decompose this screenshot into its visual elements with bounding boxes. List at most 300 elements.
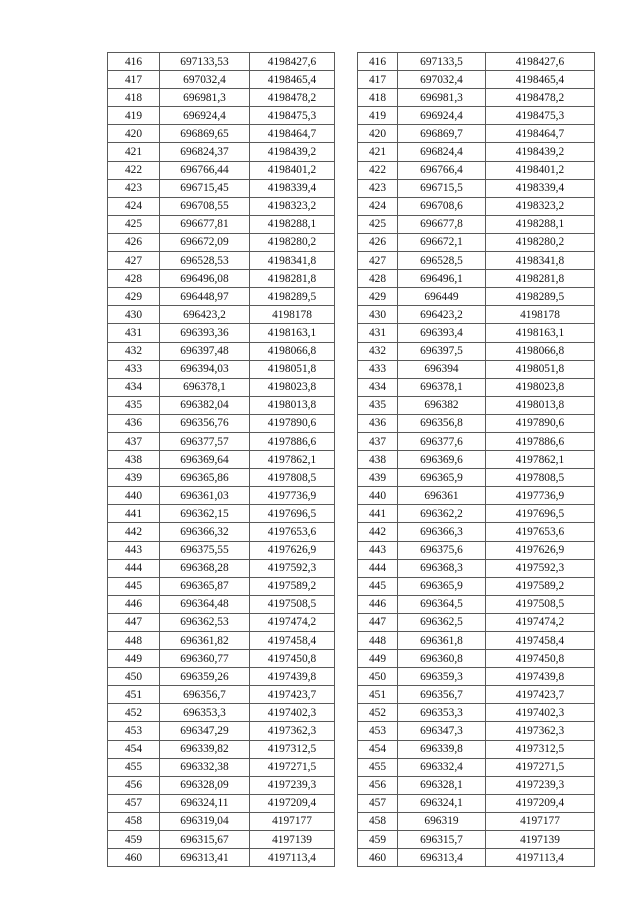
point-number-cell: 420 — [108, 125, 160, 143]
point-number-cell: 437 — [108, 432, 160, 450]
y-coordinate-cell: 4198401,2 — [486, 161, 595, 179]
x-coordinate-cell: 697133,5 — [398, 53, 486, 71]
x-coordinate-cell: 696869,65 — [160, 125, 250, 143]
table-row — [108, 360, 335, 378]
point-number-cell: 449 — [358, 650, 398, 668]
table-row — [358, 686, 595, 704]
x-coordinate-cell: 696365,86 — [160, 469, 250, 487]
point-number-cell: 443 — [108, 541, 160, 559]
point-number-cell: 432 — [358, 342, 398, 360]
table-row — [358, 324, 595, 342]
y-coordinate-cell: 4198280,2 — [250, 233, 335, 251]
table-row — [358, 505, 595, 523]
table-row — [108, 143, 335, 161]
point-number-cell: 458 — [358, 812, 398, 830]
table-row — [108, 541, 335, 559]
x-coordinate-cell: 697032,4 — [398, 71, 486, 89]
y-coordinate-cell: 4198401,2 — [250, 161, 335, 179]
table-row — [108, 233, 335, 251]
y-coordinate-cell: 4197862,1 — [486, 451, 595, 469]
table-row — [108, 758, 335, 776]
x-coordinate-cell: 696360,8 — [398, 650, 486, 668]
point-number-cell: 429 — [358, 288, 398, 306]
point-number-cell: 430 — [108, 306, 160, 324]
table-row — [108, 469, 335, 487]
y-coordinate-cell: 4197450,8 — [250, 650, 335, 668]
x-coordinate-cell: 696324,1 — [398, 794, 486, 812]
table-row — [108, 686, 335, 704]
y-coordinate-cell: 4197450,8 — [486, 650, 595, 668]
point-number-cell: 440 — [108, 487, 160, 505]
x-coordinate-cell: 696328,09 — [160, 776, 250, 794]
table-row — [108, 776, 335, 794]
table-row — [358, 252, 595, 270]
table-row — [108, 704, 335, 722]
table-row — [108, 722, 335, 740]
x-coordinate-cell: 696356,8 — [398, 414, 486, 432]
y-coordinate-cell: 4198051,8 — [250, 360, 335, 378]
y-coordinate-cell: 4197653,6 — [250, 523, 335, 541]
y-coordinate-cell: 4197696,5 — [486, 505, 595, 523]
y-coordinate-cell: 4197653,6 — [486, 523, 595, 541]
table-row — [108, 794, 335, 812]
y-coordinate-cell: 4198475,3 — [250, 107, 335, 125]
y-coordinate-cell: 4197626,9 — [250, 541, 335, 559]
y-coordinate-cell: 4198013,8 — [486, 396, 595, 414]
y-coordinate-cell: 4198339,4 — [486, 179, 595, 197]
point-number-cell: 445 — [108, 577, 160, 595]
table-row — [108, 595, 335, 613]
y-coordinate-cell: 4197271,5 — [250, 758, 335, 776]
point-number-cell: 416 — [108, 53, 160, 71]
table-row — [358, 107, 595, 125]
x-coordinate-cell: 696981,3 — [160, 89, 250, 107]
x-coordinate-cell: 696423,2 — [160, 306, 250, 324]
point-number-cell: 456 — [108, 776, 160, 794]
table-row — [358, 740, 595, 758]
table-row — [358, 360, 595, 378]
point-number-cell: 454 — [108, 740, 160, 758]
x-coordinate-cell: 696496,1 — [398, 270, 486, 288]
point-number-cell: 442 — [358, 523, 398, 541]
y-coordinate-cell: 4197402,3 — [250, 704, 335, 722]
y-coordinate-cell: 4197423,7 — [486, 686, 595, 704]
table-row — [358, 161, 595, 179]
y-coordinate-cell: 4197239,3 — [486, 776, 595, 794]
y-coordinate-cell: 4197362,3 — [486, 722, 595, 740]
table-row — [358, 451, 595, 469]
y-coordinate-cell: 4198341,8 — [486, 252, 595, 270]
point-number-cell: 437 — [358, 432, 398, 450]
y-coordinate-cell: 4197177 — [250, 812, 335, 830]
table-row — [108, 831, 335, 849]
x-coordinate-cell: 696315,7 — [398, 831, 486, 849]
table-row — [108, 107, 335, 125]
x-coordinate-cell: 696362,2 — [398, 505, 486, 523]
x-coordinate-cell: 696378,1 — [160, 378, 250, 396]
y-coordinate-cell: 4198475,3 — [486, 107, 595, 125]
table-row — [358, 342, 595, 360]
y-coordinate-cell: 4197626,9 — [486, 541, 595, 559]
x-coordinate-cell: 696672,1 — [398, 233, 486, 251]
table-row — [108, 812, 335, 830]
table-row — [358, 396, 595, 414]
x-coordinate-cell: 696365,9 — [398, 577, 486, 595]
x-coordinate-cell: 696924,4 — [398, 107, 486, 125]
y-coordinate-cell: 4197312,5 — [250, 740, 335, 758]
point-number-cell: 428 — [108, 270, 160, 288]
y-coordinate-cell: 4198323,2 — [486, 197, 595, 215]
x-coordinate-cell: 696362,15 — [160, 505, 250, 523]
point-number-cell: 434 — [108, 378, 160, 396]
y-coordinate-cell: 4197402,3 — [486, 704, 595, 722]
y-coordinate-cell: 4197696,5 — [250, 505, 335, 523]
point-number-cell: 425 — [358, 215, 398, 233]
point-number-cell: 453 — [358, 722, 398, 740]
y-coordinate-cell: 4197439,8 — [250, 668, 335, 686]
table-row — [358, 306, 595, 324]
table-row — [358, 288, 595, 306]
point-number-cell: 441 — [108, 505, 160, 523]
table-row — [108, 451, 335, 469]
table-row — [108, 523, 335, 541]
y-coordinate-cell: 4198341,8 — [250, 252, 335, 270]
x-coordinate-cell: 696356,7 — [398, 686, 486, 704]
point-number-cell: 422 — [108, 161, 160, 179]
point-number-cell: 439 — [358, 469, 398, 487]
x-coordinate-cell: 696365,9 — [398, 469, 486, 487]
table-row — [358, 849, 595, 867]
x-coordinate-cell: 696378,1 — [398, 378, 486, 396]
x-coordinate-cell: 696708,6 — [398, 197, 486, 215]
y-coordinate-cell: 4198288,1 — [486, 215, 595, 233]
x-coordinate-cell: 696339,8 — [398, 740, 486, 758]
point-number-cell: 449 — [108, 650, 160, 668]
table-row — [108, 215, 335, 233]
point-number-cell: 444 — [358, 559, 398, 577]
x-coordinate-cell: 696766,44 — [160, 161, 250, 179]
x-coordinate-cell: 696449 — [398, 288, 486, 306]
x-coordinate-cell: 696496,08 — [160, 270, 250, 288]
x-coordinate-cell: 696924,4 — [160, 107, 250, 125]
point-number-cell: 418 — [108, 89, 160, 107]
point-number-cell: 419 — [108, 107, 160, 125]
point-number-cell: 421 — [358, 143, 398, 161]
x-coordinate-cell: 696393,4 — [398, 324, 486, 342]
y-coordinate-cell: 4198465,4 — [250, 71, 335, 89]
table-row — [108, 487, 335, 505]
y-coordinate-cell: 4197736,9 — [250, 487, 335, 505]
table-row — [358, 632, 595, 650]
table-row — [358, 179, 595, 197]
point-number-cell: 435 — [358, 396, 398, 414]
table-row — [108, 288, 335, 306]
y-coordinate-cell: 4198051,8 — [486, 360, 595, 378]
table-row — [358, 595, 595, 613]
x-coordinate-cell: 696397,5 — [398, 342, 486, 360]
point-number-cell: 423 — [108, 179, 160, 197]
point-number-cell: 459 — [358, 831, 398, 849]
table-row — [358, 53, 595, 71]
point-number-cell: 447 — [358, 613, 398, 631]
coordinates-table-left — [107, 52, 335, 867]
point-number-cell: 433 — [108, 360, 160, 378]
table-row — [108, 650, 335, 668]
table-row — [108, 89, 335, 107]
table-row — [108, 270, 335, 288]
x-coordinate-cell: 696377,6 — [398, 432, 486, 450]
y-coordinate-cell: 4198439,2 — [250, 143, 335, 161]
x-coordinate-cell: 696361,8 — [398, 632, 486, 650]
table-row — [108, 197, 335, 215]
point-number-cell: 448 — [358, 632, 398, 650]
point-number-cell: 425 — [108, 215, 160, 233]
point-number-cell: 450 — [108, 668, 160, 686]
y-coordinate-cell: 4198163,1 — [250, 324, 335, 342]
table-row — [108, 432, 335, 450]
table-row — [108, 577, 335, 595]
y-coordinate-cell: 4197886,6 — [486, 432, 595, 450]
y-coordinate-cell: 4198478,2 — [250, 89, 335, 107]
table-row — [108, 505, 335, 523]
point-number-cell: 451 — [358, 686, 398, 704]
x-coordinate-cell: 696361 — [398, 487, 486, 505]
x-coordinate-cell: 696393,36 — [160, 324, 250, 342]
y-coordinate-cell: 4197458,4 — [250, 632, 335, 650]
x-coordinate-cell: 696364,5 — [398, 595, 486, 613]
table-row — [108, 613, 335, 631]
y-coordinate-cell: 4197113,4 — [250, 849, 335, 867]
table-row — [108, 740, 335, 758]
table-row — [358, 432, 595, 450]
x-coordinate-cell: 696394 — [398, 360, 486, 378]
x-coordinate-cell: 696672,09 — [160, 233, 250, 251]
point-number-cell: 427 — [358, 252, 398, 270]
table-row — [108, 632, 335, 650]
point-number-cell: 433 — [358, 360, 398, 378]
point-number-cell: 445 — [358, 577, 398, 595]
y-coordinate-cell: 4198163,1 — [486, 324, 595, 342]
table-row — [358, 812, 595, 830]
table-row — [108, 71, 335, 89]
table-row — [358, 831, 595, 849]
point-number-cell: 426 — [108, 233, 160, 251]
coordinates-table-right-body — [358, 53, 595, 867]
table-row — [358, 233, 595, 251]
x-coordinate-cell: 696528,5 — [398, 252, 486, 270]
y-coordinate-cell: 4198066,8 — [250, 342, 335, 360]
point-number-cell: 424 — [358, 197, 398, 215]
table-row — [108, 668, 335, 686]
x-coordinate-cell: 696360,77 — [160, 650, 250, 668]
y-coordinate-cell: 4197592,3 — [250, 559, 335, 577]
x-coordinate-cell: 696423,2 — [398, 306, 486, 324]
y-coordinate-cell: 4198066,8 — [486, 342, 595, 360]
x-coordinate-cell: 696766,4 — [398, 161, 486, 179]
y-coordinate-cell: 4198464,7 — [250, 125, 335, 143]
coordinates-table-left-body — [108, 53, 335, 867]
point-number-cell: 426 — [358, 233, 398, 251]
table-row — [108, 324, 335, 342]
table-row — [108, 849, 335, 867]
x-coordinate-cell: 696361,03 — [160, 487, 250, 505]
y-coordinate-cell: 4197508,5 — [250, 595, 335, 613]
point-number-cell: 424 — [108, 197, 160, 215]
table-row — [108, 342, 335, 360]
y-coordinate-cell: 4197886,6 — [250, 432, 335, 450]
x-coordinate-cell: 696394,03 — [160, 360, 250, 378]
x-coordinate-cell: 696362,5 — [398, 613, 486, 631]
table-row — [358, 378, 595, 396]
table-row — [108, 125, 335, 143]
x-coordinate-cell: 696715,45 — [160, 179, 250, 197]
table-row — [358, 469, 595, 487]
y-coordinate-cell: 4197362,3 — [250, 722, 335, 740]
y-coordinate-cell: 4197474,2 — [250, 613, 335, 631]
point-number-cell: 420 — [358, 125, 398, 143]
table-row — [358, 650, 595, 668]
table-row — [358, 704, 595, 722]
point-number-cell: 451 — [108, 686, 160, 704]
y-coordinate-cell: 4197312,5 — [486, 740, 595, 758]
x-coordinate-cell: 696448,97 — [160, 288, 250, 306]
point-number-cell: 441 — [358, 505, 398, 523]
x-coordinate-cell: 696324,11 — [160, 794, 250, 812]
point-number-cell: 438 — [108, 451, 160, 469]
table-row — [358, 541, 595, 559]
y-coordinate-cell: 4198465,4 — [486, 71, 595, 89]
x-coordinate-cell: 696377,57 — [160, 432, 250, 450]
point-number-cell: 452 — [358, 704, 398, 722]
y-coordinate-cell: 4198023,8 — [486, 378, 595, 396]
point-number-cell: 455 — [358, 758, 398, 776]
x-coordinate-cell: 696328,1 — [398, 776, 486, 794]
table-row — [358, 776, 595, 794]
table-row — [108, 306, 335, 324]
x-coordinate-cell: 696824,37 — [160, 143, 250, 161]
x-coordinate-cell: 696369,6 — [398, 451, 486, 469]
point-number-cell: 417 — [358, 71, 398, 89]
x-coordinate-cell: 696677,8 — [398, 215, 486, 233]
table-row — [358, 143, 595, 161]
x-coordinate-cell: 696339,82 — [160, 740, 250, 758]
table-row — [108, 559, 335, 577]
point-number-cell: 436 — [358, 414, 398, 432]
x-coordinate-cell: 696677,81 — [160, 215, 250, 233]
x-coordinate-cell: 697032,4 — [160, 71, 250, 89]
point-number-cell: 430 — [358, 306, 398, 324]
y-coordinate-cell: 4197209,4 — [250, 794, 335, 812]
x-coordinate-cell: 696353,3 — [160, 704, 250, 722]
table-row — [108, 161, 335, 179]
x-coordinate-cell: 696981,3 — [398, 89, 486, 107]
y-coordinate-cell: 4198339,4 — [250, 179, 335, 197]
table-row — [358, 794, 595, 812]
point-number-cell: 440 — [358, 487, 398, 505]
x-coordinate-cell: 696528,53 — [160, 252, 250, 270]
point-number-cell: 439 — [108, 469, 160, 487]
point-number-cell: 450 — [358, 668, 398, 686]
point-number-cell: 456 — [358, 776, 398, 794]
x-coordinate-cell: 696359,26 — [160, 668, 250, 686]
y-coordinate-cell: 4197592,3 — [486, 559, 595, 577]
x-coordinate-cell: 696319,04 — [160, 812, 250, 830]
point-number-cell: 458 — [108, 812, 160, 830]
y-coordinate-cell: 4197890,6 — [250, 414, 335, 432]
x-coordinate-cell: 696708,55 — [160, 197, 250, 215]
y-coordinate-cell: 4197736,9 — [486, 487, 595, 505]
table-row — [358, 197, 595, 215]
x-coordinate-cell: 696332,38 — [160, 758, 250, 776]
y-coordinate-cell: 4197890,6 — [486, 414, 595, 432]
x-coordinate-cell: 696369,64 — [160, 451, 250, 469]
y-coordinate-cell: 4198289,5 — [486, 288, 595, 306]
point-number-cell: 444 — [108, 559, 160, 577]
point-number-cell: 460 — [358, 849, 398, 867]
y-coordinate-cell: 4197458,4 — [486, 632, 595, 650]
point-number-cell: 453 — [108, 722, 160, 740]
y-coordinate-cell: 4197589,2 — [486, 577, 595, 595]
x-coordinate-cell: 696356,7 — [160, 686, 250, 704]
table-row — [358, 668, 595, 686]
y-coordinate-cell: 4198427,6 — [250, 53, 335, 71]
y-coordinate-cell: 4197474,2 — [486, 613, 595, 631]
y-coordinate-cell: 4197209,4 — [486, 794, 595, 812]
table-row — [108, 378, 335, 396]
table-row — [358, 270, 595, 288]
point-number-cell: 417 — [108, 71, 160, 89]
y-coordinate-cell: 4197271,5 — [486, 758, 595, 776]
x-coordinate-cell: 696313,4 — [398, 849, 486, 867]
table-row — [108, 252, 335, 270]
table-row — [358, 125, 595, 143]
table-row — [358, 414, 595, 432]
x-coordinate-cell: 696397,48 — [160, 342, 250, 360]
y-coordinate-cell: 4198478,2 — [486, 89, 595, 107]
y-coordinate-cell: 4198178 — [250, 306, 335, 324]
point-number-cell: 452 — [108, 704, 160, 722]
x-coordinate-cell: 696361,82 — [160, 632, 250, 650]
point-number-cell: 432 — [108, 342, 160, 360]
table-row — [358, 559, 595, 577]
x-coordinate-cell: 696347,29 — [160, 722, 250, 740]
table-row — [108, 414, 335, 432]
x-coordinate-cell: 696869,7 — [398, 125, 486, 143]
x-coordinate-cell: 696366,3 — [398, 523, 486, 541]
y-coordinate-cell: 4197113,4 — [486, 849, 595, 867]
coordinates-table-right — [357, 52, 595, 867]
table-row — [108, 53, 335, 71]
point-number-cell: 434 — [358, 378, 398, 396]
x-coordinate-cell: 696365,87 — [160, 577, 250, 595]
table-row — [358, 215, 595, 233]
x-coordinate-cell: 696332,4 — [398, 758, 486, 776]
point-number-cell: 428 — [358, 270, 398, 288]
point-number-cell: 418 — [358, 89, 398, 107]
y-coordinate-cell: 4198464,7 — [486, 125, 595, 143]
point-number-cell: 459 — [108, 831, 160, 849]
y-coordinate-cell: 4197177 — [486, 812, 595, 830]
point-number-cell: 446 — [108, 595, 160, 613]
table-row — [358, 577, 595, 595]
y-coordinate-cell: 4198023,8 — [250, 378, 335, 396]
y-coordinate-cell: 4197423,7 — [250, 686, 335, 704]
x-coordinate-cell: 696382,04 — [160, 396, 250, 414]
table-row — [358, 613, 595, 631]
x-coordinate-cell: 696715,5 — [398, 179, 486, 197]
table-row — [108, 179, 335, 197]
point-number-cell: 454 — [358, 740, 398, 758]
